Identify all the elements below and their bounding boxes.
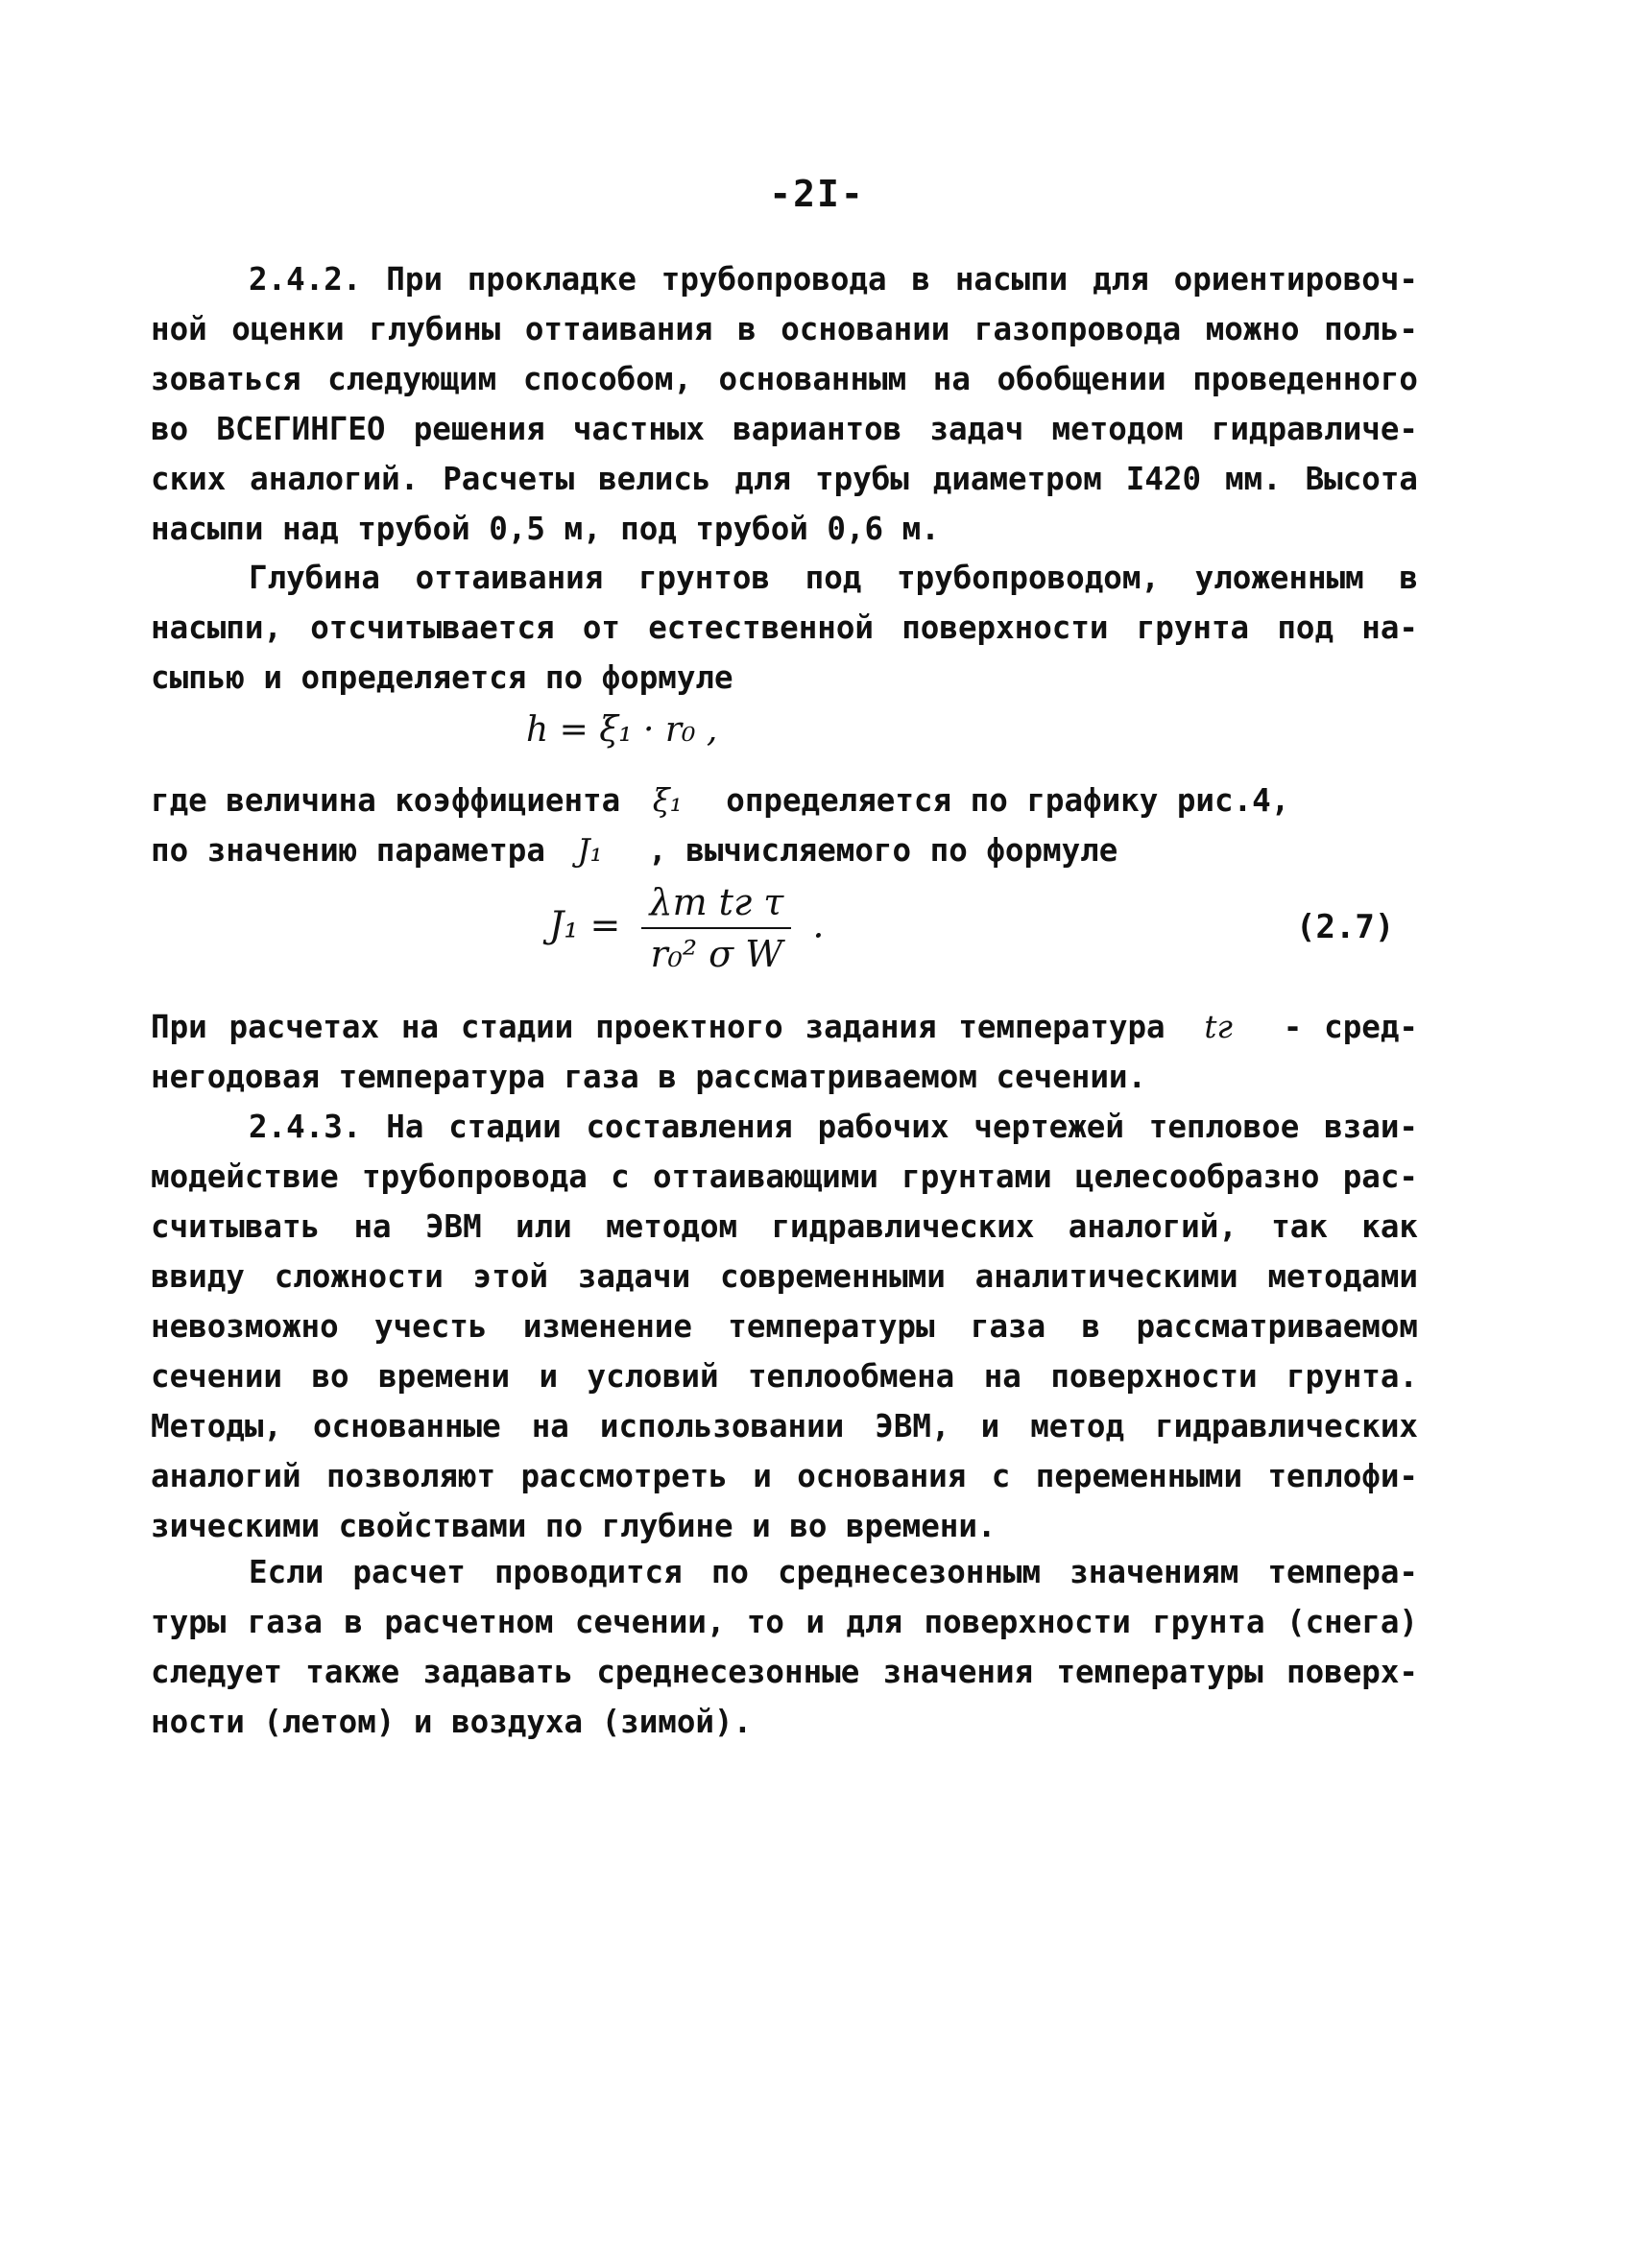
symbol-tg: tг: [1204, 1009, 1233, 1045]
text-line: 2.4.2. При прокладке трубопровода в насыпи для ориентировоч-: [249, 261, 1418, 298]
text-line: следует также задавать среднесезонные значения температуры поверх-: [151, 1654, 1418, 1690]
text-line: ности (летом) и воздуха (зимой).: [151, 1704, 753, 1740]
text-fragment: определяется по графику рис.4,: [726, 782, 1290, 819]
symbol-j: J₁: [577, 832, 603, 869]
formula-depth: h = ξ₁ · r₀ ,: [526, 710, 718, 750]
text-line: [151, 776, 1418, 825]
text-line: аналогий позволяют рассмотреть и основания с переменными теплофи-: [151, 1458, 1418, 1494]
text-line: во ВСЕГИНГЕО решения частных вариантов задач методом гидравличе-: [151, 411, 1418, 447]
formula-tail: .: [812, 903, 825, 946]
text-fragment: При расчетах на стадии проектного задания температура: [151, 1009, 1165, 1045]
paragraph-design-stage: [151, 1002, 1418, 1102]
text-fragment: где величина коэффициента: [151, 782, 621, 819]
formula-lhs: J₁ =: [549, 903, 621, 946]
formula-numerator: λт tг τ: [649, 881, 784, 923]
text-line: ввиду сложности этой задачи современными аналитическими методами: [151, 1258, 1418, 1295]
page-number: -2I-: [769, 173, 865, 215]
text-line: туры газа в расчетном сечении, то и для поверхности грунта (снега): [151, 1604, 1418, 1640]
paragraph-seasonal: [151, 1547, 1418, 1747]
formula-2-7: [549, 881, 824, 975]
text-fragment: - сред-: [1283, 1009, 1418, 1045]
section-2-4-3: [151, 1102, 1418, 1551]
text-line: Методы, основанные на использовании ЭВМ, и метод гидравлических: [151, 1408, 1418, 1444]
paragraph-thaw-depth: [151, 553, 1418, 703]
text-line: негодовая температура газа в рассматриваемом сечении.: [151, 1059, 1147, 1095]
equation-number: (2.7): [1296, 908, 1395, 946]
section-2-4-2: [151, 254, 1418, 554]
text-line: насыпи над трубой 0,5 м, под трубой 0,6 м.: [151, 511, 940, 547]
text-line: модействие трубопровода с оттаивающими грунтами целесообразно рас-: [151, 1158, 1418, 1195]
text-line: невозможно учесть изменение температуры газа в рассматриваемом: [151, 1308, 1418, 1345]
text-line: [151, 1002, 1418, 1052]
text-line: [151, 825, 1418, 875]
text-fragment: , вычисляемого по формуле: [648, 832, 1118, 869]
text-fragment: по значению параметра: [151, 832, 545, 869]
text-line: ной оценки глубины оттаивания в основании газопровода можно поль-: [151, 311, 1418, 347]
text-line: сечении во времени и условий теплообмена на поверхности грунта.: [151, 1358, 1418, 1395]
text-line: Глубина оттаивания грунтов под трубопроводом, уложенным в: [249, 560, 1418, 596]
formula-fraction: [641, 881, 791, 975]
text-line: Если расчет проводится по среднесезонным значениям темпера-: [249, 1554, 1418, 1590]
text-line: 2.4.3. На стадии составления рабочих чертежей тепловое взаи-: [249, 1109, 1418, 1145]
text-line: ских аналогий. Расчеты велись для трубы диаметром I420 мм. Высота: [151, 461, 1418, 497]
text-line: насыпи, отсчитывается от естественной поверхности грунта под на-: [151, 609, 1418, 646]
coefficient-description: [151, 776, 1418, 875]
formula-denominator: r₀² σ W: [641, 927, 791, 975]
text-line: зическими свойствами по глубине и во времени.: [151, 1508, 997, 1544]
text-line: сыпью и определяется по формуле: [151, 659, 733, 696]
symbol-xi: ξ₁: [652, 782, 683, 819]
text-line: зоваться следующим способом, основанным на обобщении проведенного: [151, 361, 1418, 397]
text-line: считывать на ЭВМ или методом гидравлических аналогий, так как: [151, 1208, 1418, 1245]
